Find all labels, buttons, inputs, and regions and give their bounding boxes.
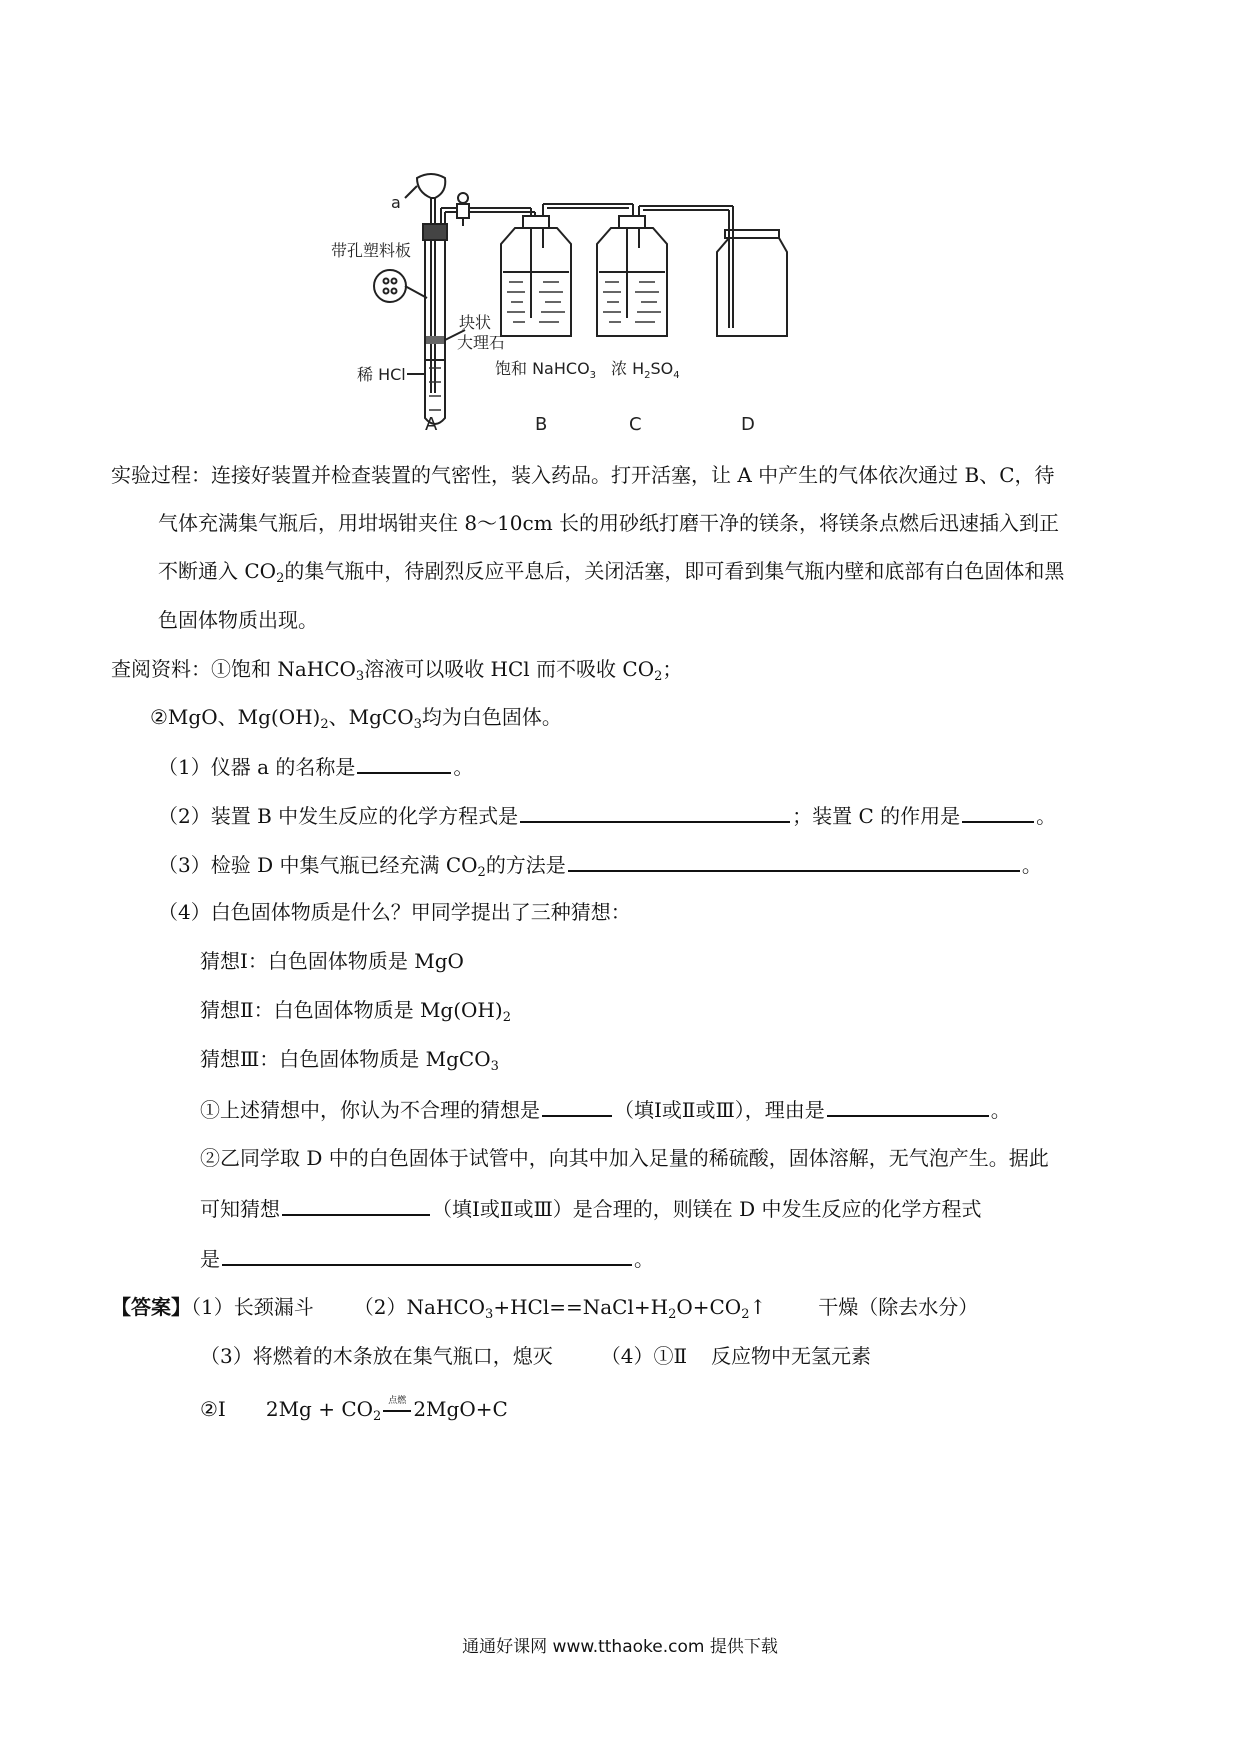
reference-line-1: 查阅资料：①饱和 NaHCO$_3$溶液可以吸收 HCl 而不吸收 $CO_2$； xyxy=(111,657,683,684)
sub-question-2-line-2: 可知猜想 （填Ⅰ或Ⅱ或Ⅲ）是合理的，则镁在 D 中发生反应的化学方程式 xyxy=(200,1194,982,1222)
answer-blank[interactable] xyxy=(568,850,1020,872)
label-saturated-nahco3: 饱和 NaHCO$_3$ xyxy=(495,359,597,381)
question-3: （3）检验 D 中集气瓶已经充满 $CO_2$的方法是 。 xyxy=(158,850,1042,878)
page-footer: 通通好课网 www.tthaoke.com 提供下载 xyxy=(462,1637,778,1657)
question-4: （4）白色固体物质是什么？甲同学提出了三种猜想： xyxy=(158,900,631,924)
label-concentrated-h2so4: 浓 $H_2SO_4$ xyxy=(611,359,680,381)
answer-line-2: （3）将燃着的木条放在集气瓶口，熄灭 （4）①Ⅱ 反应物中无氢元素 xyxy=(200,1344,872,1368)
question-2: （2）装置 B 中发生反应的化学方程式是 ；装置 C 的作用是 。 xyxy=(158,801,1056,829)
answer-blank[interactable] xyxy=(222,1244,632,1266)
answer-line-3: ②Ⅰ $2Mg + CO_2$ 点燃 2MgO+C xyxy=(200,1396,508,1424)
apparatus-label-d: D xyxy=(741,414,755,435)
guess-1: 猜想Ⅰ：白色固体物质是 MgO xyxy=(200,949,464,973)
apparatus-label-c: C xyxy=(629,414,642,435)
process-line-2: 气体充满集气瓶后，用坩埚钳夹住 8～10cm 长的用砂纸打磨干净的镁条，将镁条点燃后迅速插入到正 xyxy=(158,511,1060,535)
answer-blank[interactable] xyxy=(962,801,1034,823)
guess-2: 猜想Ⅱ：白色固体物质是 $Mg(OH)_2$ xyxy=(200,998,511,1025)
guess-3: 猜想Ⅲ：白色固体物质是 MgCO$_3$ xyxy=(200,1047,499,1074)
answer-blank[interactable] xyxy=(282,1194,430,1216)
sub-question-2-line-3: 是 。 xyxy=(200,1244,654,1272)
apparatus-label-b: B xyxy=(535,414,548,435)
answer-line-1: 【答案】（1）长颈漏斗 $(2)NaHCO_3+HCl==NaCl+H_2O+CO_2↑$ 干燥（除去水分） xyxy=(111,1295,979,1322)
answer-blank[interactable] xyxy=(827,1095,989,1117)
reaction-arrow: 点燃 xyxy=(381,1396,413,1422)
question-1: （1）仪器 a 的名称是 。 xyxy=(158,752,473,780)
label-a: a xyxy=(391,193,401,212)
sub-question-1: ①上述猜想中，你认为不合理的猜想是 （填Ⅰ或Ⅱ或Ⅲ），理由是 。 xyxy=(200,1095,1011,1123)
answer-blank[interactable] xyxy=(357,752,451,774)
reference-line-2: ②MgO、$Mg(OH)_2$、MgCO$_3$均为白色固体。 xyxy=(150,705,562,732)
label-dilute-hcl: 稀 HCl xyxy=(357,365,406,384)
apparatus-label-a: A xyxy=(425,414,438,435)
process-line-3: 不断通入 $CO_2$的集气瓶中，待剧烈反应平息后，关闭活塞，即可看到集气瓶内壁和底部有白色固体和黑 xyxy=(158,559,1065,586)
answer-blank[interactable] xyxy=(542,1095,612,1117)
answer-blank[interactable] xyxy=(520,801,790,823)
sub-question-2-line-1: ②乙同学取 D 中的白色固体于试管中，向其中加入足量的稀硫酸，固体溶解，无气泡产生。据此 xyxy=(200,1146,1049,1170)
label-marble-2: 大理石 xyxy=(457,333,506,352)
label-plastic-plate: 带孔塑料板 xyxy=(331,241,412,260)
process-line-1: 实验过程：连接好装置并检查装置的气密性，装入药品。打开活塞，让 A 中产生的气体依次通过 B、C，待 xyxy=(111,463,1055,487)
label-marble-1: 块状 xyxy=(459,313,492,332)
apparatus-diagram xyxy=(331,168,895,443)
process-line-4: 色固体物质出现。 xyxy=(158,608,318,632)
